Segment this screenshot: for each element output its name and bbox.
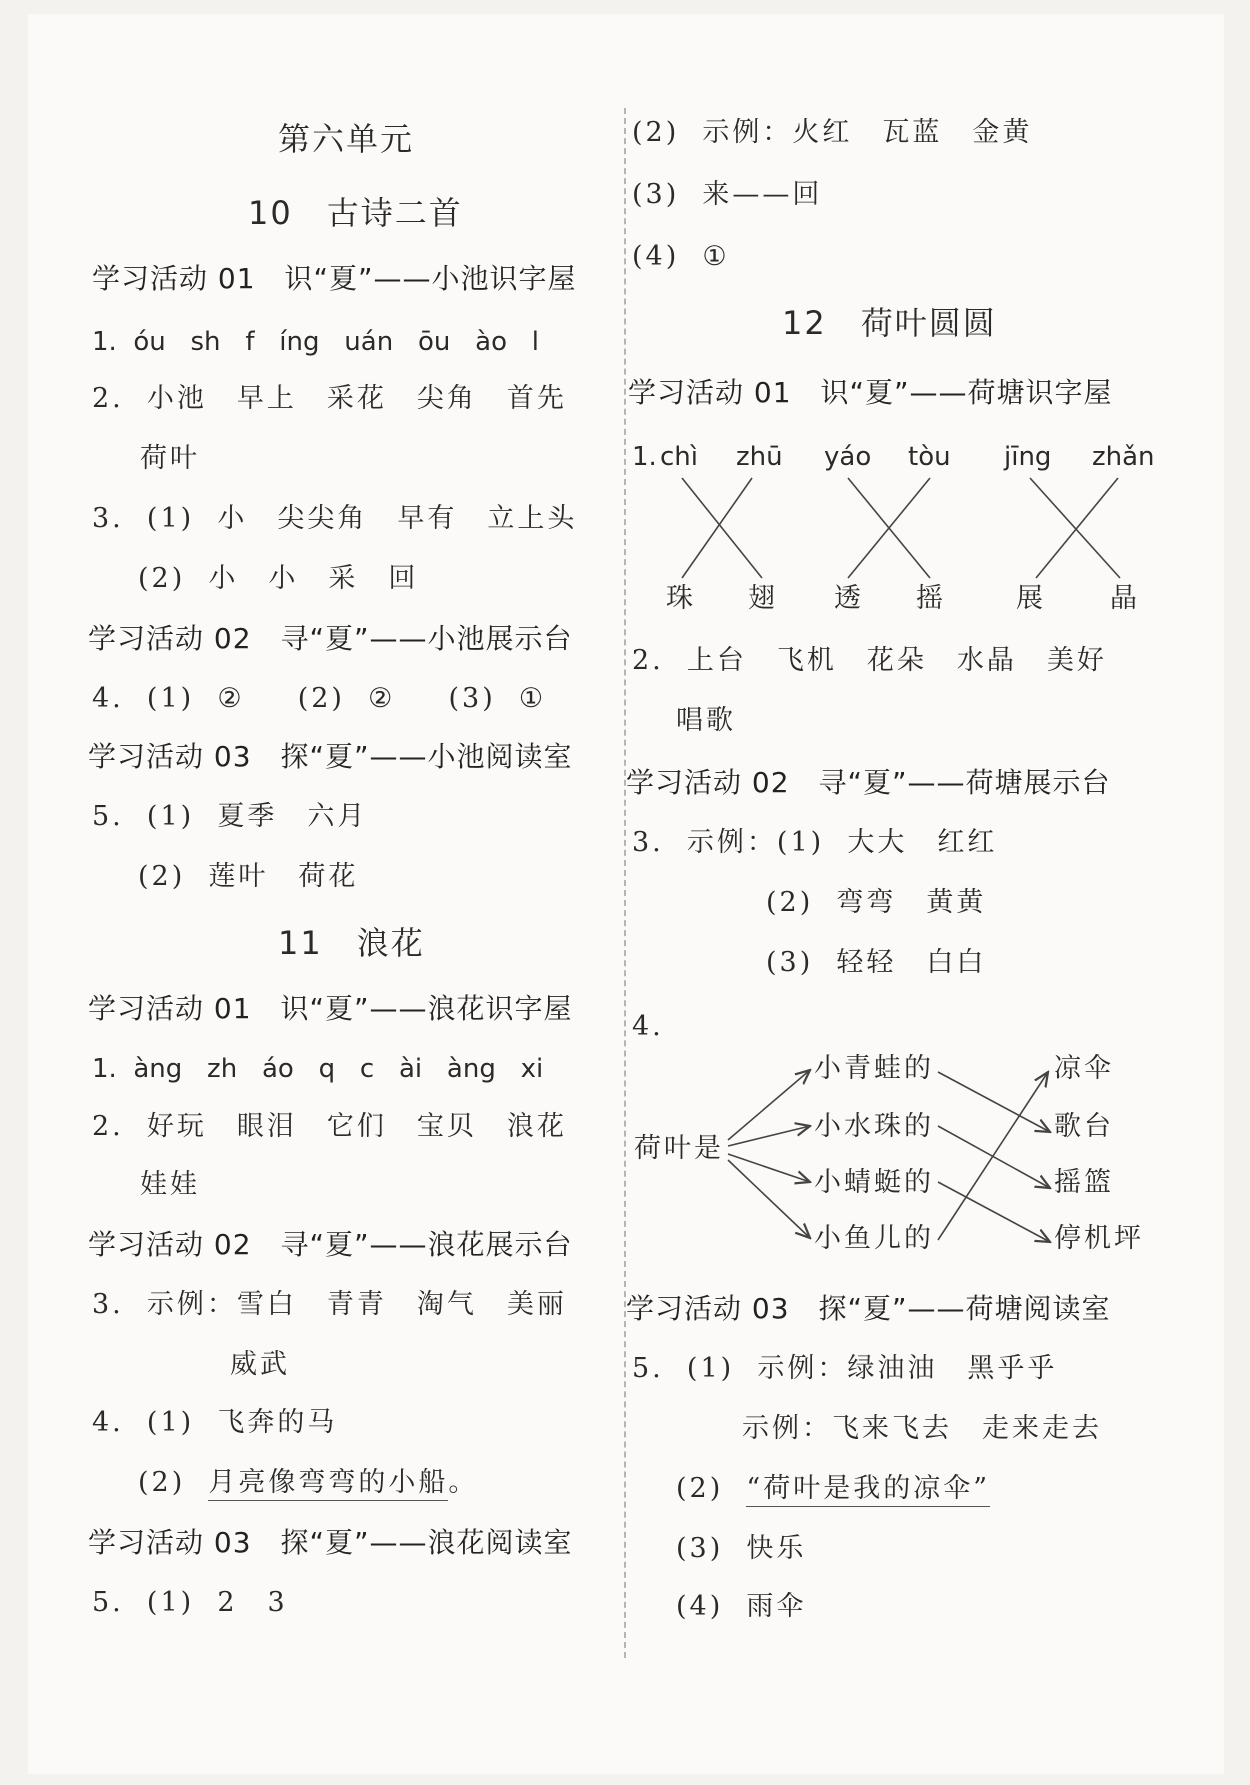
lesson-11-q5-4: (4) ① [632, 241, 730, 272]
lesson-11-q3-line1: 3. 示例：雪白 青青 淘气 美丽 [92, 1289, 567, 1320]
lesson-11-q1: 1. àng zh áo q c ài àng xi [92, 1054, 544, 1084]
char-3: 透 [834, 583, 864, 614]
q4-left-2: 小水珠的 [814, 1111, 934, 1142]
q4-2-label: (2) [138, 1467, 186, 1498]
lesson-10-q5-1: 5. (1) 夏季 六月 [92, 801, 368, 832]
q4-root: 荷叶是 [634, 1133, 724, 1164]
lesson-11-q5-3: (3) 来——回 [632, 179, 823, 210]
char-2: 翅 [748, 583, 778, 614]
pinyin-5: jīng [1004, 442, 1052, 472]
pair-line [938, 1182, 1050, 1242]
lesson-11-q5-2: (2) 示例：火红 瓦蓝 金黄 [632, 117, 1033, 148]
lesson-10-q2-line1: 2. 小池 早上 采花 尖角 首先 [92, 383, 567, 414]
lesson-10-title: 10 古诗二首 [248, 194, 463, 232]
char-1: 珠 [666, 583, 696, 614]
q4-left-3: 小蜻蜓的 [814, 1167, 934, 1198]
lesson-12-q3-2: (2) 弯弯 黄黄 [766, 887, 987, 918]
lesson-11-activity-3-heading: 学习活动 03 探“夏”——浪花阅读室 [88, 1526, 573, 1559]
lesson-11-q2-line1: 2. 好玩 眼泪 它们 宝贝 浪花 [92, 1111, 567, 1142]
lesson-10-q3-1: 3. (1) 小 尖尖角 早有 立上头 [92, 503, 578, 534]
lesson-10-activity-3-heading: 学习活动 03 探“夏”——小池阅读室 [88, 740, 573, 773]
q4-right-3: 摇篮 [1054, 1167, 1114, 1198]
lesson-10-q1: 1. óu sh f íng uán ōu ào l [92, 327, 540, 357]
q4-left-4: 小鱼儿的 [814, 1223, 934, 1254]
q5-2-label: (2) [676, 1473, 724, 1504]
q4-right-1: 凉伞 [1054, 1053, 1114, 1084]
lesson-12-title: 12 荷叶圆圆 [782, 304, 997, 342]
lesson-12-q1-label: 1. [632, 442, 657, 472]
lesson-10-q5-2: (2) 莲叶 荷花 [138, 861, 359, 892]
lesson-12-q5-3: (3) 快乐 [676, 1533, 807, 1564]
pinyin-2: zhū [736, 442, 783, 472]
lesson-11-activity-2-heading: 学习活动 02 寻“夏”——浪花展示台 [88, 1228, 573, 1261]
lesson-12-q2-line1: 2. 上台 飞机 花朵 水晶 美好 [632, 645, 1107, 676]
lesson-12-q5-1b: 示例：飞来飞去 走来走去 [742, 1413, 1102, 1444]
lesson-12-q3-3: (3) 轻轻 白白 [766, 947, 987, 978]
lesson-11-activity-1-heading: 学习活动 01 识“夏”——浪花识字屋 [88, 992, 573, 1025]
lesson-10-q4: 4. (1) ② (2) ② (3) ① [92, 683, 547, 714]
char-5: 展 [1016, 583, 1046, 614]
q4-2-underlined-answer: 月亮像弯弯的小船 [208, 1467, 448, 1501]
lesson-11-title: 11 浪花 [278, 924, 425, 962]
unit-title: 第六单元 [278, 120, 415, 158]
q5-2-underlined-answer: “荷叶是我的凉伞” [746, 1473, 990, 1507]
lesson-10-q3-2: (2) 小 小 采 回 [138, 563, 419, 594]
root-line-3 [728, 1154, 810, 1182]
q4-2-period: 。 [448, 1467, 479, 1498]
lesson-10-activity-1-heading: 学习活动 01 识“夏”——小池识字屋 [92, 262, 577, 295]
pinyin-4: tòu [908, 442, 951, 472]
pinyin-1: chì [660, 442, 698, 472]
q4-right-4: 停机坪 [1054, 1223, 1144, 1254]
char-4: 摇 [916, 583, 946, 614]
char-6: 晶 [1110, 583, 1140, 614]
lesson-12-q5-4: (4) 雨伞 [676, 1591, 807, 1622]
lesson-12-activity-3-heading: 学习活动 03 探“夏”——荷塘阅读室 [626, 1292, 1111, 1325]
lesson-11-q2-line2: 娃娃 [140, 1169, 200, 1200]
lesson-12-activity-2-heading: 学习活动 02 寻“夏”——荷塘展示台 [626, 766, 1111, 799]
lesson-12-q5-1a: 5. (1) 示例：绿油油 黑乎乎 [632, 1353, 1058, 1384]
lesson-10-q2-line2: 荷叶 [140, 443, 200, 474]
pinyin-3: yáo [824, 442, 872, 472]
q4-right-2: 歌台 [1054, 1111, 1114, 1142]
lesson-12-q4-label: 4. [632, 1011, 664, 1042]
lesson-12-q2-line2: 唱歌 [676, 705, 736, 736]
pair-line [938, 1072, 1050, 1132]
pair-line [938, 1126, 1050, 1188]
lesson-10-activity-2-heading: 学习活动 02 寻“夏”——小池展示台 [88, 622, 573, 655]
lesson-12-activity-1-heading: 学习活动 01 识“夏”——荷塘识字屋 [628, 376, 1113, 409]
pair-line [938, 1072, 1048, 1240]
q4-left-1: 小青蛙的 [814, 1053, 934, 1084]
lesson-12-q3-1: 3. 示例：(1) 大大 红红 [632, 827, 998, 858]
lesson-11-q4-1: 4. (1) 飞奔的马 [92, 1407, 338, 1438]
root-line-4 [728, 1160, 810, 1238]
lesson-11-q5-1: 5. (1) 2 3 [92, 1587, 288, 1618]
lesson-11-q3-line2: 威武 [230, 1349, 290, 1380]
lesson-12-q5-2 [676, 1472, 990, 1506]
pinyin-6: zhǎn [1092, 442, 1155, 472]
